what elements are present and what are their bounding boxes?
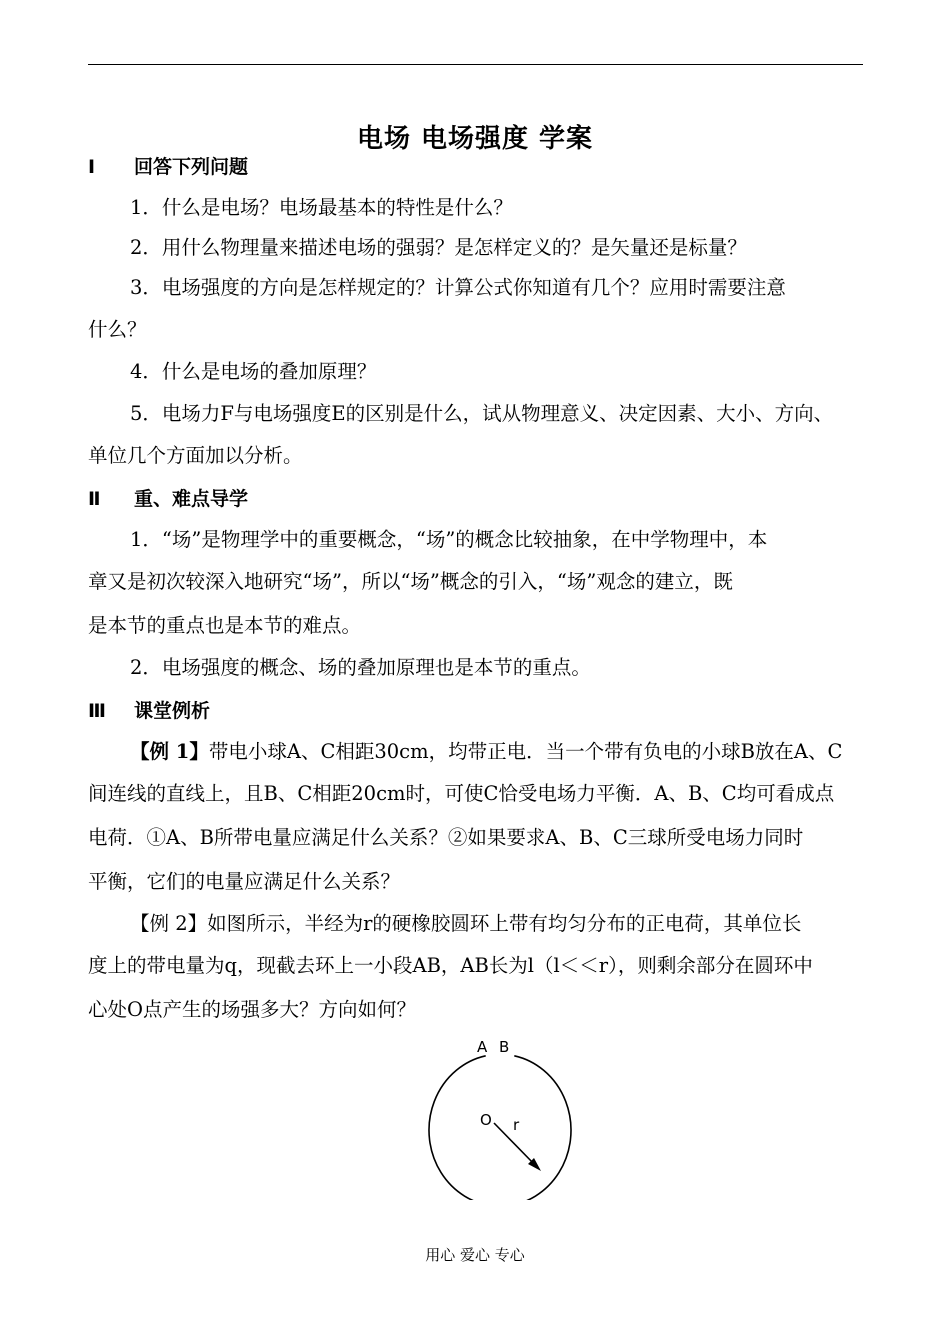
ring-figure: [420, 1030, 580, 1200]
guide-1-line-2: 章又是初次较深入地研究“场”，所以“场”概念的引入，“场”观念的建立，既: [88, 570, 733, 593]
question-2: 2．用什么物理量来描述电场的强弱？是怎样定义的？是矢量还是标量？: [130, 236, 747, 259]
question-5-line-1: 5．电场力F与电场强度E的区别是什么，试从物理意义、决定因素、大小、方向、: [130, 402, 834, 425]
guide-1-line-3: 是本节的重点也是本节的难点。: [88, 614, 362, 637]
page-footer: 用心 爱心 专心: [425, 1246, 525, 1264]
example-2-line-1: [130, 909, 801, 939]
example-1-label: 【例 1】: [130, 740, 209, 763]
label-b: B: [499, 1038, 510, 1056]
example-2-label: 【例 2】: [130, 912, 208, 935]
example-1-text: 带电小球A、C相距30cm，均带正电．当一个带有负电的小球B放在A、C: [208, 740, 843, 763]
question-5-line-2: 单位几个方面加以分析。: [88, 444, 303, 467]
example-2-line-2: 度上的带电量为q，现截去环上一小段AB，AB长为l（l＜＜r），则剩余部分在圆环中: [88, 954, 813, 977]
section-title: 回答下列问题: [134, 156, 249, 178]
guide-2: 2．电场强度的概念、场的叠加原理也是本节的重点。: [130, 656, 591, 679]
example-2-line-3: 心处O点产生的场强多大？方向如何？: [88, 998, 416, 1021]
label-a: A: [477, 1038, 488, 1056]
section-number: Ⅱ: [88, 488, 101, 510]
section-title: 重、难点导学: [134, 488, 249, 510]
example-1-line-4: 平衡，它们的电量应满足什么关系？: [88, 870, 401, 893]
section-title: 课堂例析: [134, 700, 211, 722]
page-title: 电场 电场强度 学案: [356, 124, 594, 154]
section-number: Ⅰ: [88, 156, 96, 178]
label-o: O: [480, 1111, 492, 1129]
section-1-heading: [88, 153, 248, 181]
ring-arc: [429, 1056, 571, 1200]
section-2-heading: [88, 485, 248, 513]
header-rule: [88, 64, 863, 65]
example-1-line-3: 电荷．①A、B所带电量应满足什么关系？②如果要求A、B、C三球所受电场力同时: [88, 826, 804, 849]
question-3-line-2: 什么？: [88, 318, 147, 341]
example-2-text: 如图所示，半经为r的硬橡胶圆环上带有均匀分布的正电荷，其单位长: [207, 912, 802, 935]
question-4: 4．什么是电场的叠加原理？: [130, 360, 377, 383]
example-1-line-1: [130, 737, 842, 767]
label-r: r: [513, 1116, 520, 1134]
example-1-line-2: 间连线的直线上，且B、C相距20cm时，可使C恰受电场力平衡．A、B、C均可看成点: [88, 782, 835, 805]
guide-1-line-1: 1．“场”是物理学中的重要概念，“场”的概念比较抽象，在中学物理中，本: [130, 528, 768, 551]
question-1: 1．什么是电场？电场最基本的特性是什么？: [130, 196, 513, 219]
question-3-line-1: 3．电场强度的方向是怎样规定的？计算公式你知道有几个？应用时需要注意: [130, 276, 786, 299]
section-number: Ⅲ: [88, 700, 106, 722]
section-3-heading: [88, 697, 210, 725]
